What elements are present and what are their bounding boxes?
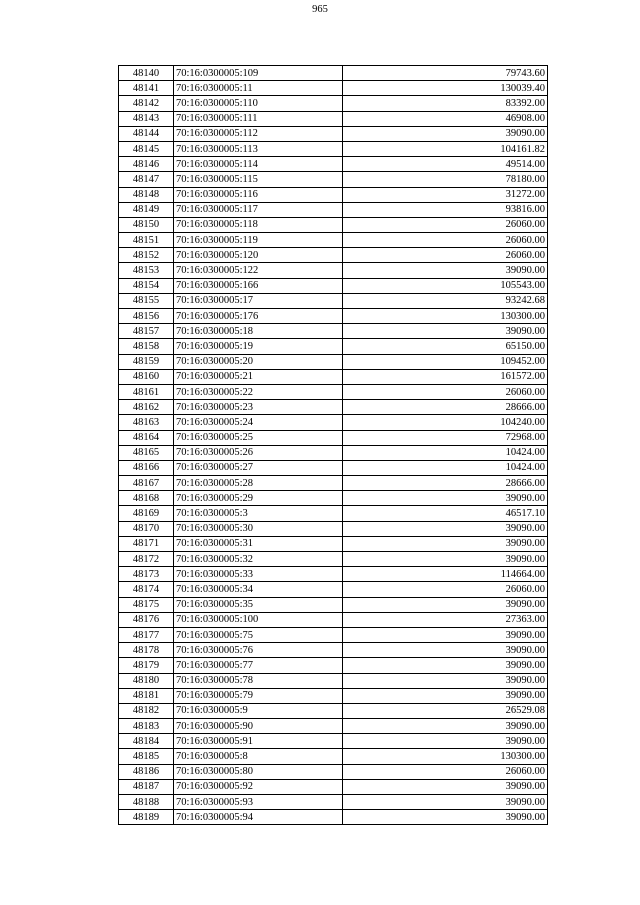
table-row — [119, 96, 548, 111]
table-row — [119, 66, 548, 81]
value-cell: 39090.00 — [343, 688, 548, 703]
cadastral-number-cell: 70:16:0300005:30 — [174, 521, 343, 536]
cadastral-number-cell: 70:16:0300005:77 — [174, 658, 343, 673]
table-row — [119, 719, 548, 734]
table-row — [119, 582, 548, 597]
cadastral-number-cell: 70:16:0300005:33 — [174, 567, 343, 582]
row-number-cell: 48171 — [119, 536, 174, 551]
value-cell: 10424.00 — [343, 445, 548, 460]
cadastral-number-cell: 70:16:0300005:92 — [174, 779, 343, 794]
value-cell: 39090.00 — [343, 536, 548, 551]
row-number-cell: 48146 — [119, 157, 174, 172]
row-number-cell: 48157 — [119, 324, 174, 339]
value-cell: 78180.00 — [343, 172, 548, 187]
row-number-cell: 48184 — [119, 734, 174, 749]
table-row — [119, 369, 548, 384]
cadastral-value-table — [118, 65, 548, 825]
table-row — [119, 217, 548, 232]
row-number-cell: 48154 — [119, 278, 174, 293]
value-cell: 39090.00 — [343, 658, 548, 673]
row-number-cell: 48182 — [119, 703, 174, 718]
table-row — [119, 627, 548, 642]
cadastral-number-cell: 70:16:0300005:22 — [174, 384, 343, 399]
cadastral-number-cell: 70:16:0300005:18 — [174, 324, 343, 339]
value-cell: 39090.00 — [343, 719, 548, 734]
value-cell: 28666.00 — [343, 400, 548, 415]
row-number-cell: 48167 — [119, 476, 174, 491]
value-cell: 39090.00 — [343, 521, 548, 536]
value-cell: 39090.00 — [343, 597, 548, 612]
table-row — [119, 384, 548, 399]
value-cell: 130300.00 — [343, 309, 548, 324]
value-cell: 28666.00 — [343, 476, 548, 491]
row-number-cell: 48153 — [119, 263, 174, 278]
row-number-cell: 48151 — [119, 233, 174, 248]
table-row — [119, 597, 548, 612]
cadastral-number-cell: 70:16:0300005:122 — [174, 263, 343, 278]
cadastral-number-cell: 70:16:0300005:29 — [174, 491, 343, 506]
table-row — [119, 339, 548, 354]
cadastral-number-cell: 70:16:0300005:9 — [174, 703, 343, 718]
row-number-cell: 48165 — [119, 445, 174, 460]
cadastral-number-cell: 70:16:0300005:32 — [174, 552, 343, 567]
cadastral-number-cell: 70:16:0300005:20 — [174, 354, 343, 369]
cadastral-number-cell: 70:16:0300005:28 — [174, 476, 343, 491]
table-row — [119, 536, 548, 551]
row-number-cell: 48176 — [119, 612, 174, 627]
cadastral-number-cell: 70:16:0300005:23 — [174, 400, 343, 415]
cadastral-number-cell: 70:16:0300005:109 — [174, 66, 343, 81]
value-cell: 39090.00 — [343, 263, 548, 278]
cadastral-number-cell: 70:16:0300005:8 — [174, 749, 343, 764]
cadastral-number-cell: 70:16:0300005:19 — [174, 339, 343, 354]
row-number-cell: 48188 — [119, 795, 174, 810]
cadastral-number-cell: 70:16:0300005:119 — [174, 233, 343, 248]
row-number-cell: 48149 — [119, 202, 174, 217]
row-number-cell: 48145 — [119, 141, 174, 156]
table-row — [119, 764, 548, 779]
cadastral-number-cell: 70:16:0300005:17 — [174, 293, 343, 308]
row-number-cell: 48162 — [119, 400, 174, 415]
row-number-cell: 48141 — [119, 81, 174, 96]
table-row — [119, 491, 548, 506]
table-body — [119, 66, 548, 825]
table-row — [119, 172, 548, 187]
row-number-cell: 48143 — [119, 111, 174, 126]
table-row — [119, 248, 548, 263]
value-cell: 39090.00 — [343, 673, 548, 688]
cadastral-number-cell: 70:16:0300005:26 — [174, 445, 343, 460]
cadastral-number-cell: 70:16:0300005:112 — [174, 126, 343, 141]
row-number-cell: 48180 — [119, 673, 174, 688]
cadastral-number-cell: 70:16:0300005:21 — [174, 369, 343, 384]
value-cell: 10424.00 — [343, 460, 548, 475]
value-cell: 26060.00 — [343, 248, 548, 263]
cadastral-number-cell: 70:16:0300005:117 — [174, 202, 343, 217]
value-cell: 26060.00 — [343, 384, 548, 399]
value-cell: 39090.00 — [343, 810, 548, 825]
row-number-cell: 48173 — [119, 567, 174, 582]
table-row — [119, 157, 548, 172]
value-cell: 39090.00 — [343, 126, 548, 141]
row-number-cell: 48163 — [119, 415, 174, 430]
value-cell: 26060.00 — [343, 233, 548, 248]
cadastral-number-cell: 70:16:0300005:79 — [174, 688, 343, 703]
table-row — [119, 749, 548, 764]
value-cell: 26060.00 — [343, 582, 548, 597]
value-cell: 79743.60 — [343, 66, 548, 81]
cadastral-number-cell: 70:16:0300005:3 — [174, 506, 343, 521]
value-cell: 39090.00 — [343, 643, 548, 658]
row-number-cell: 48185 — [119, 749, 174, 764]
table-row — [119, 81, 548, 96]
table-row — [119, 521, 548, 536]
table-row — [119, 673, 548, 688]
table-row — [119, 415, 548, 430]
table-row — [119, 810, 548, 825]
row-number-cell: 48179 — [119, 658, 174, 673]
row-number-cell: 48152 — [119, 248, 174, 263]
cadastral-number-cell: 70:16:0300005:113 — [174, 141, 343, 156]
cadastral-number-cell: 70:16:0300005:75 — [174, 627, 343, 642]
table-row — [119, 141, 548, 156]
value-cell: 65150.00 — [343, 339, 548, 354]
row-number-cell: 48159 — [119, 354, 174, 369]
table-row — [119, 779, 548, 794]
table-row — [119, 263, 548, 278]
cadastral-number-cell: 70:16:0300005:114 — [174, 157, 343, 172]
table-row — [119, 111, 548, 126]
value-cell: 39090.00 — [343, 324, 548, 339]
cadastral-number-cell: 70:16:0300005:115 — [174, 172, 343, 187]
row-number-cell: 48168 — [119, 491, 174, 506]
table-row — [119, 400, 548, 415]
row-number-cell: 48164 — [119, 430, 174, 445]
table-row — [119, 430, 548, 445]
row-number-cell: 48150 — [119, 217, 174, 232]
cadastral-number-cell: 70:16:0300005:110 — [174, 96, 343, 111]
page-number: 965 — [312, 4, 328, 15]
cadastral-number-cell: 70:16:0300005:116 — [174, 187, 343, 202]
row-number-cell: 48186 — [119, 764, 174, 779]
table-row — [119, 476, 548, 491]
table-row — [119, 612, 548, 627]
cadastral-number-cell: 70:16:0300005:91 — [174, 734, 343, 749]
cadastral-number-cell: 70:16:0300005:25 — [174, 430, 343, 445]
row-number-cell: 48181 — [119, 688, 174, 703]
table-row — [119, 643, 548, 658]
row-number-cell: 48144 — [119, 126, 174, 141]
table-row — [119, 202, 548, 217]
row-number-cell: 48148 — [119, 187, 174, 202]
cadastral-number-cell: 70:16:0300005:78 — [174, 673, 343, 688]
value-cell: 109452.00 — [343, 354, 548, 369]
value-cell: 93242.68 — [343, 293, 548, 308]
cadastral-number-cell: 70:16:0300005:176 — [174, 309, 343, 324]
row-number-cell: 48166 — [119, 460, 174, 475]
table-row — [119, 658, 548, 673]
value-cell: 39090.00 — [343, 491, 548, 506]
value-cell: 104240.00 — [343, 415, 548, 430]
table-row — [119, 506, 548, 521]
cadastral-number-cell: 70:16:0300005:80 — [174, 764, 343, 779]
table-row — [119, 278, 548, 293]
table-row — [119, 734, 548, 749]
row-number-cell: 48147 — [119, 172, 174, 187]
table-row — [119, 688, 548, 703]
value-cell: 104161.82 — [343, 141, 548, 156]
table-row — [119, 324, 548, 339]
row-number-cell: 48174 — [119, 582, 174, 597]
cadastral-number-cell: 70:16:0300005:35 — [174, 597, 343, 612]
cadastral-number-cell: 70:16:0300005:100 — [174, 612, 343, 627]
cadastral-number-cell: 70:16:0300005:76 — [174, 643, 343, 658]
value-cell: 46908.00 — [343, 111, 548, 126]
value-cell: 27363.00 — [343, 612, 548, 627]
row-number-cell: 48140 — [119, 66, 174, 81]
value-cell: 93816.00 — [343, 202, 548, 217]
table-row — [119, 293, 548, 308]
row-number-cell: 48161 — [119, 384, 174, 399]
value-cell: 26529.08 — [343, 703, 548, 718]
value-cell: 26060.00 — [343, 217, 548, 232]
table-row — [119, 703, 548, 718]
table-row — [119, 233, 548, 248]
value-cell: 130300.00 — [343, 749, 548, 764]
cadastral-number-cell: 70:16:0300005:34 — [174, 582, 343, 597]
value-cell: 39090.00 — [343, 627, 548, 642]
cadastral-number-cell: 70:16:0300005:120 — [174, 248, 343, 263]
cadastral-number-cell: 70:16:0300005:31 — [174, 536, 343, 551]
cadastral-number-cell: 70:16:0300005:93 — [174, 795, 343, 810]
cadastral-number-cell: 70:16:0300005:27 — [174, 460, 343, 475]
table-row — [119, 126, 548, 141]
value-cell: 161572.00 — [343, 369, 548, 384]
cadastral-number-cell: 70:16:0300005:111 — [174, 111, 343, 126]
value-cell: 114664.00 — [343, 567, 548, 582]
row-number-cell: 48142 — [119, 96, 174, 111]
table-row — [119, 460, 548, 475]
table-row — [119, 795, 548, 810]
value-cell: 46517.10 — [343, 506, 548, 521]
table-row — [119, 445, 548, 460]
value-cell: 31272.00 — [343, 187, 548, 202]
row-number-cell: 48155 — [119, 293, 174, 308]
table-row — [119, 567, 548, 582]
value-cell: 26060.00 — [343, 764, 548, 779]
row-number-cell: 48175 — [119, 597, 174, 612]
row-number-cell: 48160 — [119, 369, 174, 384]
row-number-cell: 48177 — [119, 627, 174, 642]
value-cell: 39090.00 — [343, 552, 548, 567]
value-cell: 72968.00 — [343, 430, 548, 445]
table-row — [119, 187, 548, 202]
table-row — [119, 552, 548, 567]
value-cell: 39090.00 — [343, 779, 548, 794]
cadastral-number-cell: 70:16:0300005:94 — [174, 810, 343, 825]
value-cell: 105543.00 — [343, 278, 548, 293]
value-cell: 39090.00 — [343, 795, 548, 810]
row-number-cell: 48187 — [119, 779, 174, 794]
table-row — [119, 354, 548, 369]
value-cell: 39090.00 — [343, 734, 548, 749]
row-number-cell: 48178 — [119, 643, 174, 658]
cadastral-number-cell: 70:16:0300005:90 — [174, 719, 343, 734]
row-number-cell: 48170 — [119, 521, 174, 536]
row-number-cell: 48156 — [119, 309, 174, 324]
row-number-cell: 48172 — [119, 552, 174, 567]
cadastral-number-cell: 70:16:0300005:24 — [174, 415, 343, 430]
row-number-cell: 48183 — [119, 719, 174, 734]
cadastral-number-cell: 70:16:0300005:118 — [174, 217, 343, 232]
row-number-cell: 48169 — [119, 506, 174, 521]
value-cell: 49514.00 — [343, 157, 548, 172]
row-number-cell: 48158 — [119, 339, 174, 354]
row-number-cell: 48189 — [119, 810, 174, 825]
cadastral-number-cell: 70:16:0300005:11 — [174, 81, 343, 96]
cadastral-number-cell: 70:16:0300005:166 — [174, 278, 343, 293]
value-cell: 83392.00 — [343, 96, 548, 111]
value-cell: 130039.40 — [343, 81, 548, 96]
table-row — [119, 309, 548, 324]
